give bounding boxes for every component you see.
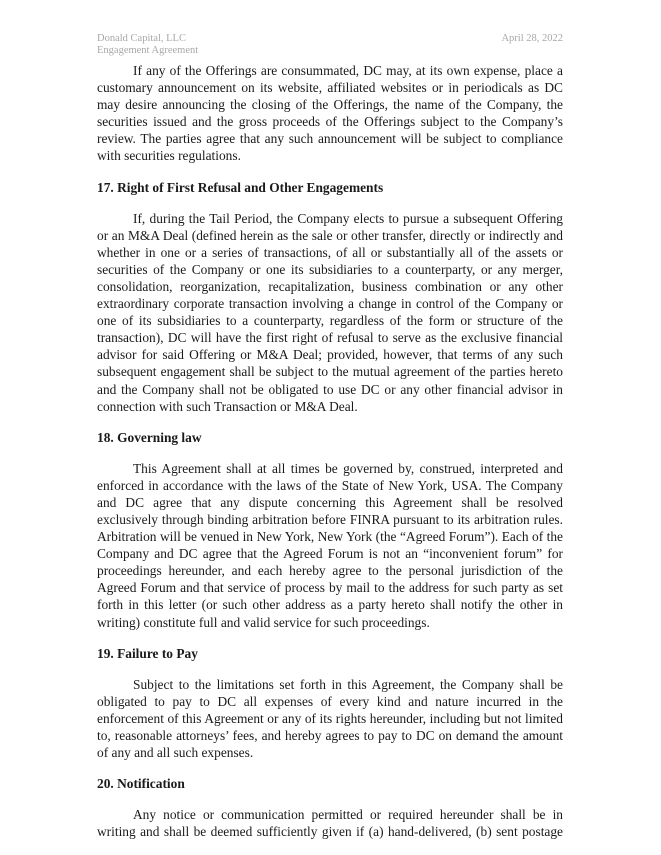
section-20-heading: 20. Notification (97, 776, 185, 792)
document-body (97, 62, 563, 840)
section-17-text: If, during the Tail Period, the Company elects to pursue a subsequent Offering or an M&A Deal (defined herein as the sale or other transfer, directly or indirectly and whether in one or a series of transactions, of all or substantially all of the assets or securities of the Company or one its subsidiaries to a counterparty, or any merger, consolidation, reorganization, recapitalization, business combination or any other extraordinary corporate transaction involving a change in control of the Company or one of its subsidiaries to a counterparty, regardless of the form or structure of the transaction), DC will have the first right of refusal to serve as the exclusive financial advisor for said Offering or M&A Deal; provided, however, that terms of any such subsequent engagement shall be subject to the mutual agreement of the parties hereto and the Company shall not be obligated to use DC or any other financial advisor in connection with such Transaction or M&A Deal. (97, 210, 563, 414)
section-18-text: This Agreement shall at all times be governed by, construed, interpreted and enforced in accordance with the laws of the State of New York, USA. The Company and DC agree that any dispute concerning this Agreement shall be resolved exclusively through binding arbitration before FINRA pursuant to its arbitration rules. Arbitration will be venued in New York, New York (the “Agreed Forum”). Each of the Company and DC agree that the Agreed Forum is not an “inconvenient forum” for proceedings hereunder, and each hereby agree to the personal jurisdiction of the Agreed Forum and that service of process by mail to the address for such party as set forth in this letter (or such other address as a party hereto shall notify the other in writing) constitute full and valid service for such proceedings. (97, 460, 563, 630)
intro-paragraph: If any of the Offerings are consummated, DC may, at its own expense, place a customary announcement on its website, affiliated websites or in periodicals as DC may desire announcing the closing of the Offerings, the name of the Company, the securities issued and the gross proceeds of the Offerings subject to the Company’s review. The parties agree that any such announcement will be subject to compliance with securities regulations. (97, 63, 563, 164)
header-date: April 28, 2022 (501, 33, 563, 44)
section-18-heading: 18. Governing law (97, 429, 202, 445)
running-header-left (97, 33, 198, 57)
section-17-heading: 17. Right of First Refusal and Other Engagements (97, 179, 384, 195)
section-19-text: Subject to the limitations set forth in this Agreement, the Company shall be obligated to pay to DC all expenses of every kind and nature incurred in the enforcement of this Agreement or any of its rights hereunder, including but not limited to, reasonable attorneys’ fees, and hereby agrees to pay to DC on demand the amount of any and all such expenses. (97, 676, 563, 760)
header-doc-title: Engagement Agreement (97, 45, 199, 56)
section-20-text: Any notice or communication permitted or required hereunder shall be in writing and shall be deemed sufficiently given if (a) hand-delivered, (b) sent postage (97, 807, 563, 840)
header-company: Donald Capital, LLC (97, 33, 186, 44)
section-19-heading: 19. Failure to Pay (97, 645, 198, 661)
